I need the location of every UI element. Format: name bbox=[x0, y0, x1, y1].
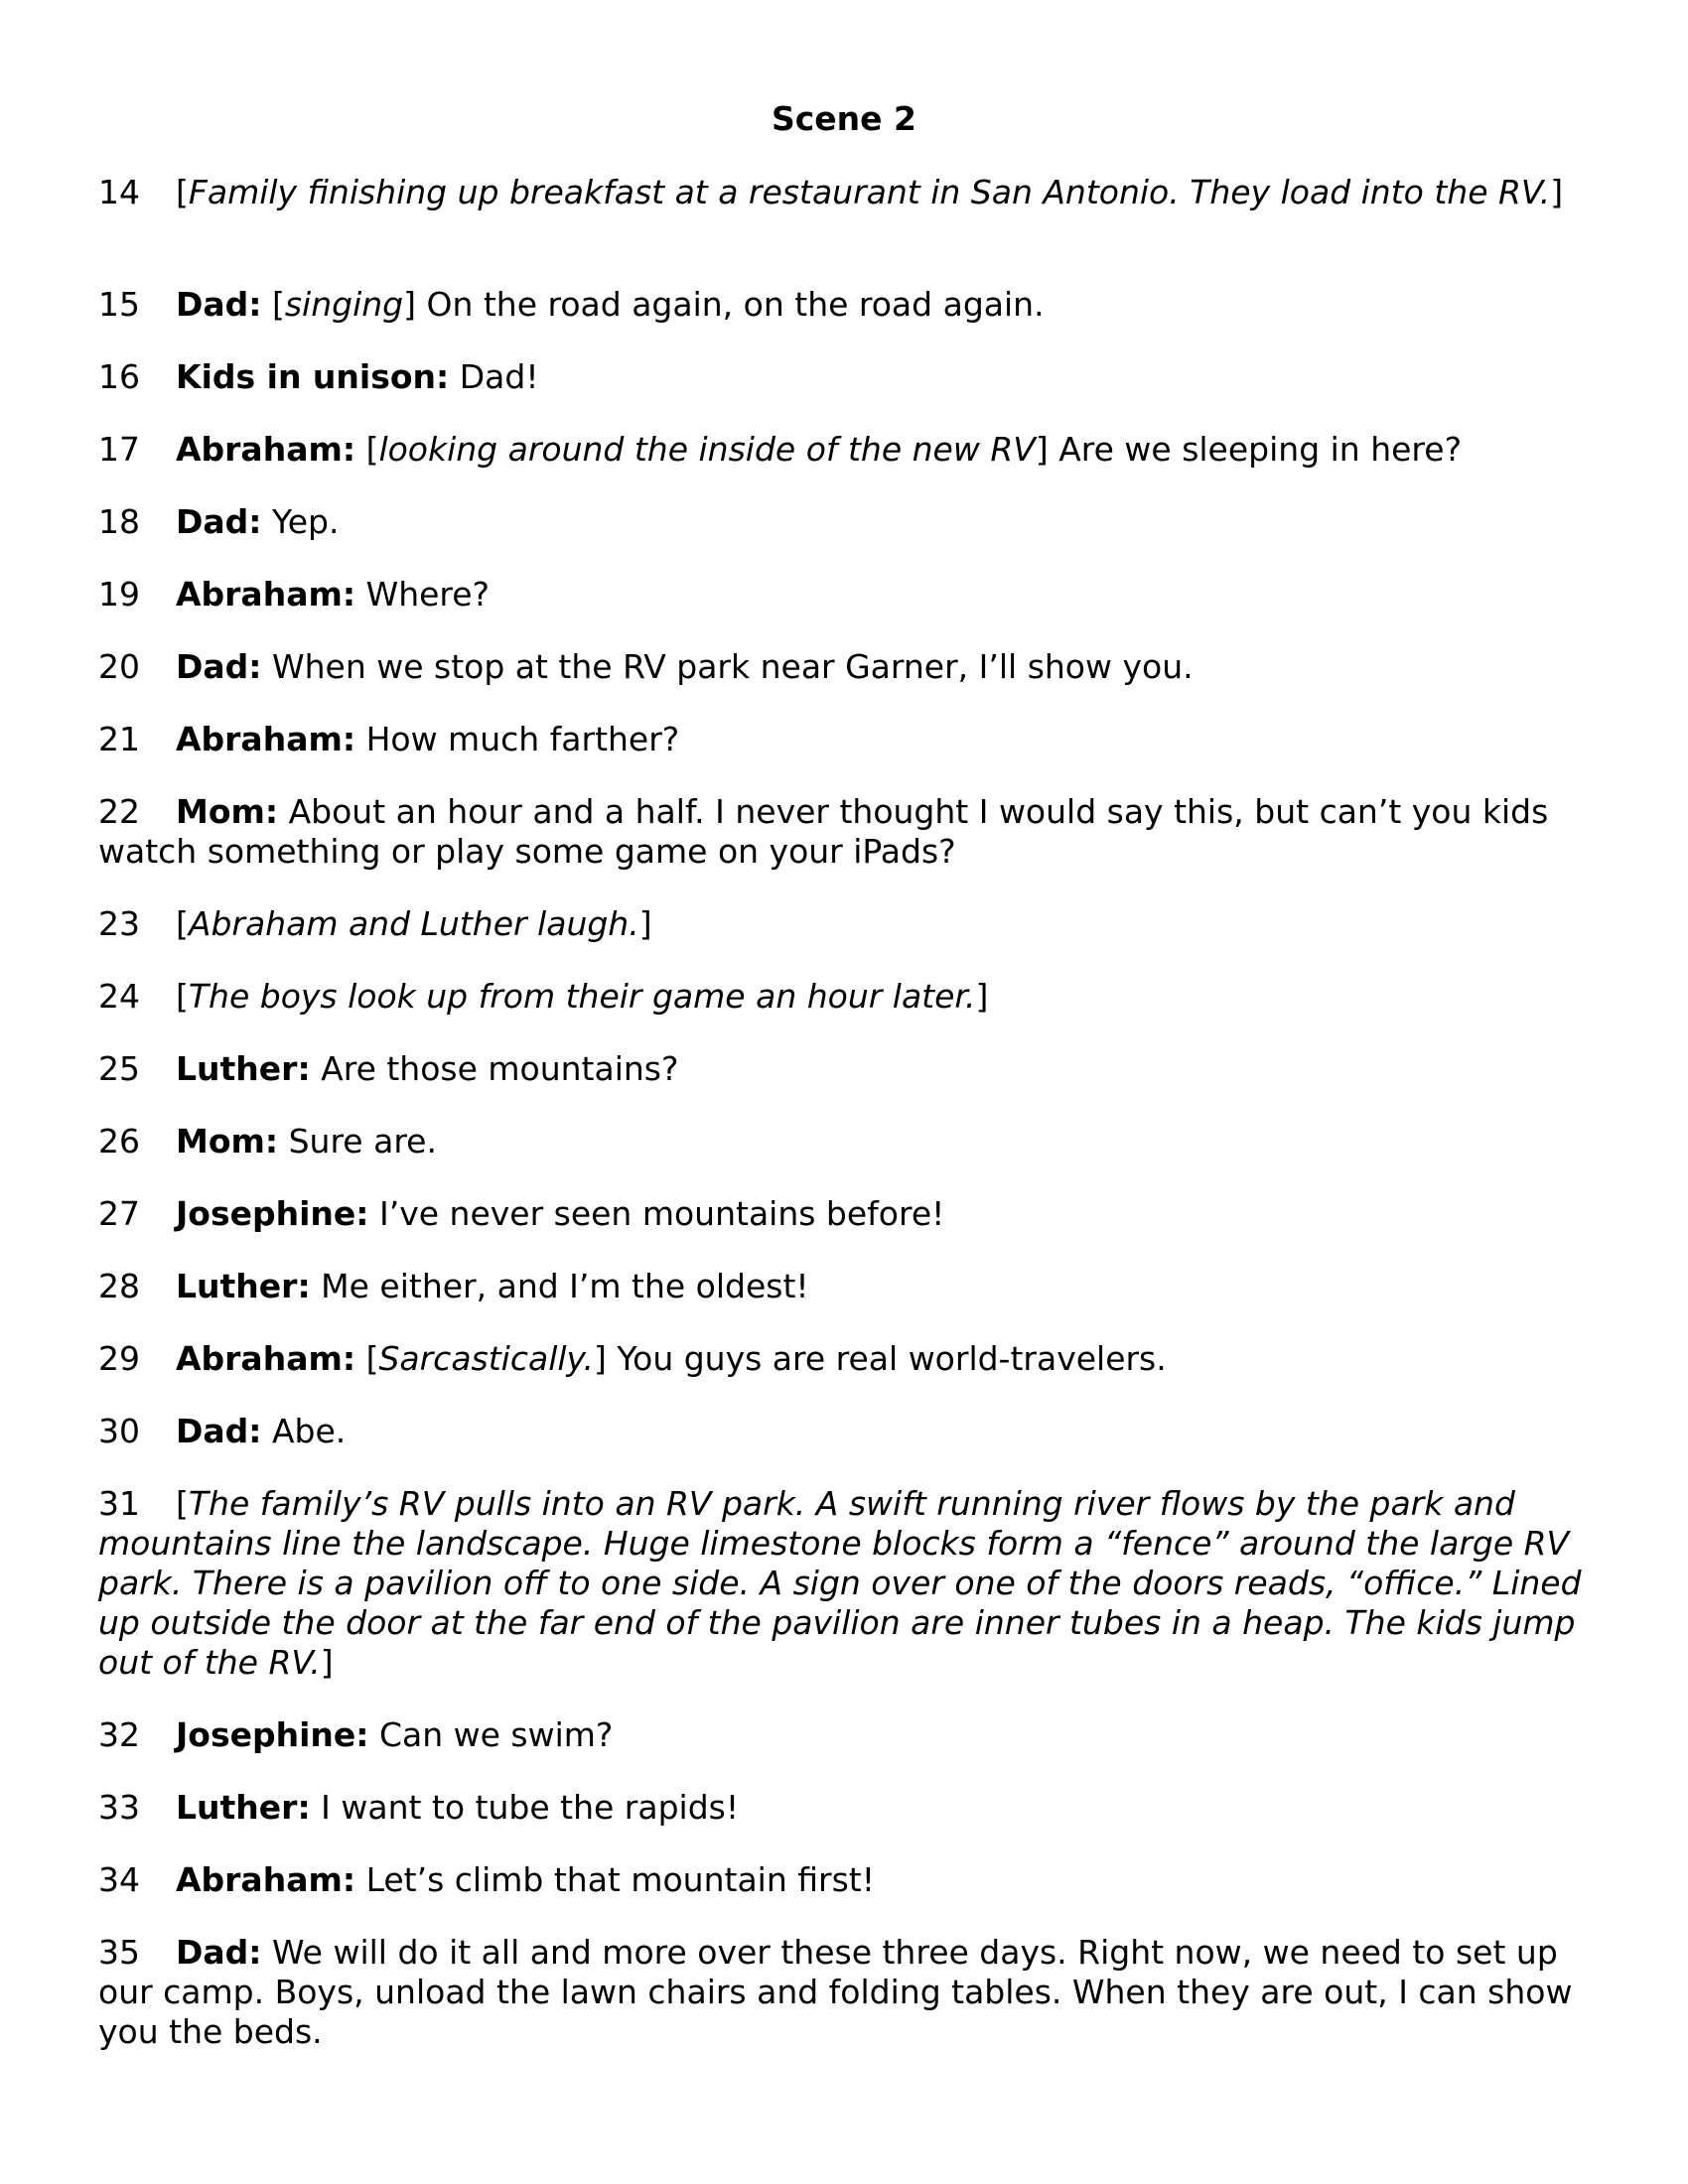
line-number: 29 bbox=[98, 1339, 140, 1378]
speaker-name: Kids in unison: bbox=[176, 357, 450, 396]
script-line bbox=[98, 1860, 1598, 1900]
line-number: 14 bbox=[98, 173, 140, 211]
stage-direction: Family finishing up breakfast at a restaurant in San Antonio. They load into the RV. bbox=[188, 173, 1551, 211]
stage-direction: Abraham and Luther laugh. bbox=[188, 904, 639, 943]
script-line bbox=[98, 285, 1598, 325]
script-line bbox=[98, 1788, 1598, 1828]
speaker-name: Dad: bbox=[176, 285, 262, 324]
dialogue-text: Where? bbox=[365, 575, 491, 614]
line-number: 20 bbox=[98, 647, 140, 686]
line-number: 28 bbox=[98, 1267, 140, 1305]
stage-direction: singing bbox=[284, 285, 404, 324]
speaker-name: Dad: bbox=[176, 502, 262, 541]
dialogue-text: ] Are we sleeping in here? bbox=[1035, 430, 1463, 469]
speaker-name: Luther: bbox=[176, 1788, 311, 1827]
line-number: 27 bbox=[98, 1194, 140, 1233]
line-number: 30 bbox=[98, 1412, 140, 1450]
bracket-open: [ bbox=[176, 977, 189, 1016]
bracket-open: [ bbox=[176, 173, 189, 211]
bracket-open: [ bbox=[176, 904, 189, 943]
speaker-name: Luther: bbox=[176, 1049, 311, 1088]
script-line bbox=[98, 792, 1598, 872]
dialogue-text: Are those mountains? bbox=[321, 1049, 679, 1088]
speaker-name: Dad: bbox=[176, 647, 262, 686]
script-line bbox=[98, 1049, 1598, 1089]
bracket-open: [ bbox=[365, 430, 379, 469]
stage-direction: looking around the inside of the new RV bbox=[378, 430, 1036, 469]
stage-direction: The family’s RV pulls into an RV park. A swift running river flows by the park and mountains line the landscape. Huge limestone blocks form a “fence” around the large RV park. There is a pavilion off to one side. A sign over one of the doors reads, “office.” Lined up outside the door at the far end of the pavilion are inner tubes in a heap. The kids jump out of the RV. bbox=[98, 1484, 1582, 1682]
speaker-name: Dad: bbox=[176, 1933, 262, 1972]
script-line bbox=[98, 1194, 1598, 1234]
dialogue-text: ] You guys are real world-travelers. bbox=[594, 1339, 1167, 1378]
dialogue-text: We will do it all and more over these three days. Right now, we need to set up our camp. Boys, unload the lawn chairs and folding tables. When they are out, I can show you the beds. bbox=[98, 1933, 1573, 2051]
script-line bbox=[98, 575, 1598, 614]
line-number: 18 bbox=[98, 502, 140, 541]
line-number: 15 bbox=[98, 285, 140, 324]
dialogue-text: I’ve never seen mountains before! bbox=[378, 1194, 945, 1233]
speaker-name: Josephine: bbox=[176, 1715, 369, 1754]
line-number: 34 bbox=[98, 1860, 140, 1899]
script-line bbox=[98, 1122, 1598, 1161]
stage-direction: The boys look up from their game an hour later. bbox=[188, 977, 976, 1016]
dialogue-text: I want to tube the rapids! bbox=[321, 1788, 740, 1827]
dialogue-text: ] bbox=[320, 1643, 334, 1682]
script-line bbox=[98, 357, 1598, 397]
scene-title: Scene 2 bbox=[771, 99, 917, 138]
script-line bbox=[98, 977, 1598, 1017]
bracket-open: [ bbox=[365, 1339, 379, 1378]
speaker-name: Abraham: bbox=[176, 575, 356, 614]
bracket-open: [ bbox=[176, 1484, 189, 1523]
script-line bbox=[98, 1715, 1598, 1755]
script-line bbox=[98, 1412, 1598, 1451]
dialogue-text: How much farther? bbox=[365, 720, 680, 758]
speaker-name: Josephine: bbox=[176, 1194, 369, 1233]
dialogue-text: Can we swim? bbox=[378, 1715, 614, 1754]
line-number: 26 bbox=[98, 1122, 140, 1160]
stage-direction: Sarcastically. bbox=[378, 1339, 594, 1378]
speaker-name: Dad: bbox=[176, 1412, 262, 1450]
dialogue-text: ] bbox=[638, 904, 652, 943]
speaker-name: Abraham: bbox=[176, 1339, 356, 1378]
line-number: 16 bbox=[98, 357, 140, 396]
speaker-name: Abraham: bbox=[176, 430, 356, 469]
speaker-name: Abraham: bbox=[176, 720, 356, 758]
line-number: 21 bbox=[98, 720, 140, 758]
script-line bbox=[98, 173, 1598, 212]
dialogue-text: Let’s climb that mountain first! bbox=[365, 1860, 875, 1899]
dialogue-text: Dad! bbox=[459, 357, 539, 396]
script-line bbox=[98, 430, 1598, 470]
script-line bbox=[98, 1484, 1598, 1683]
dialogue-text: Sure are. bbox=[288, 1122, 437, 1160]
dialogue-text: About an hour and a half. I never thought I would say this, but can’t you kids watch something or play some game on your iPads? bbox=[98, 792, 1549, 871]
dialogue-text: ] bbox=[975, 977, 989, 1016]
line-number: 35 bbox=[98, 1933, 140, 1972]
script-line bbox=[98, 1933, 1598, 2052]
dialogue-text: Me either, and I’m the oldest! bbox=[321, 1267, 809, 1305]
script-line bbox=[98, 1267, 1598, 1306]
line-number: 23 bbox=[98, 904, 140, 943]
line-number: 24 bbox=[98, 977, 140, 1016]
dialogue-text: ] bbox=[1550, 173, 1564, 211]
line-number: 33 bbox=[98, 1788, 140, 1827]
script-line bbox=[98, 904, 1598, 944]
line-number: 22 bbox=[98, 792, 140, 831]
dialogue-text: When we stop at the RV park near Garner, I’ll show you. bbox=[271, 647, 1194, 686]
dialogue-text: ] On the road again, on the road again. bbox=[403, 285, 1045, 324]
script-line bbox=[98, 502, 1598, 542]
speaker-name: Mom: bbox=[176, 792, 279, 831]
script-line bbox=[98, 1339, 1598, 1379]
line-number: 32 bbox=[98, 1715, 140, 1754]
speaker-name: Mom: bbox=[176, 1122, 279, 1160]
line-number: 25 bbox=[98, 1049, 140, 1088]
speaker-name: Luther: bbox=[176, 1267, 311, 1305]
dialogue-text: Abe. bbox=[271, 1412, 347, 1450]
dialogue-text: Yep. bbox=[271, 502, 340, 541]
bracket-open: [ bbox=[271, 285, 285, 324]
line-number: 31 bbox=[98, 1484, 140, 1523]
line-number: 17 bbox=[98, 430, 140, 469]
script-line bbox=[98, 720, 1598, 759]
line-number: 19 bbox=[98, 575, 140, 614]
speaker-name: Abraham: bbox=[176, 1860, 356, 1899]
script-line bbox=[98, 647, 1598, 687]
